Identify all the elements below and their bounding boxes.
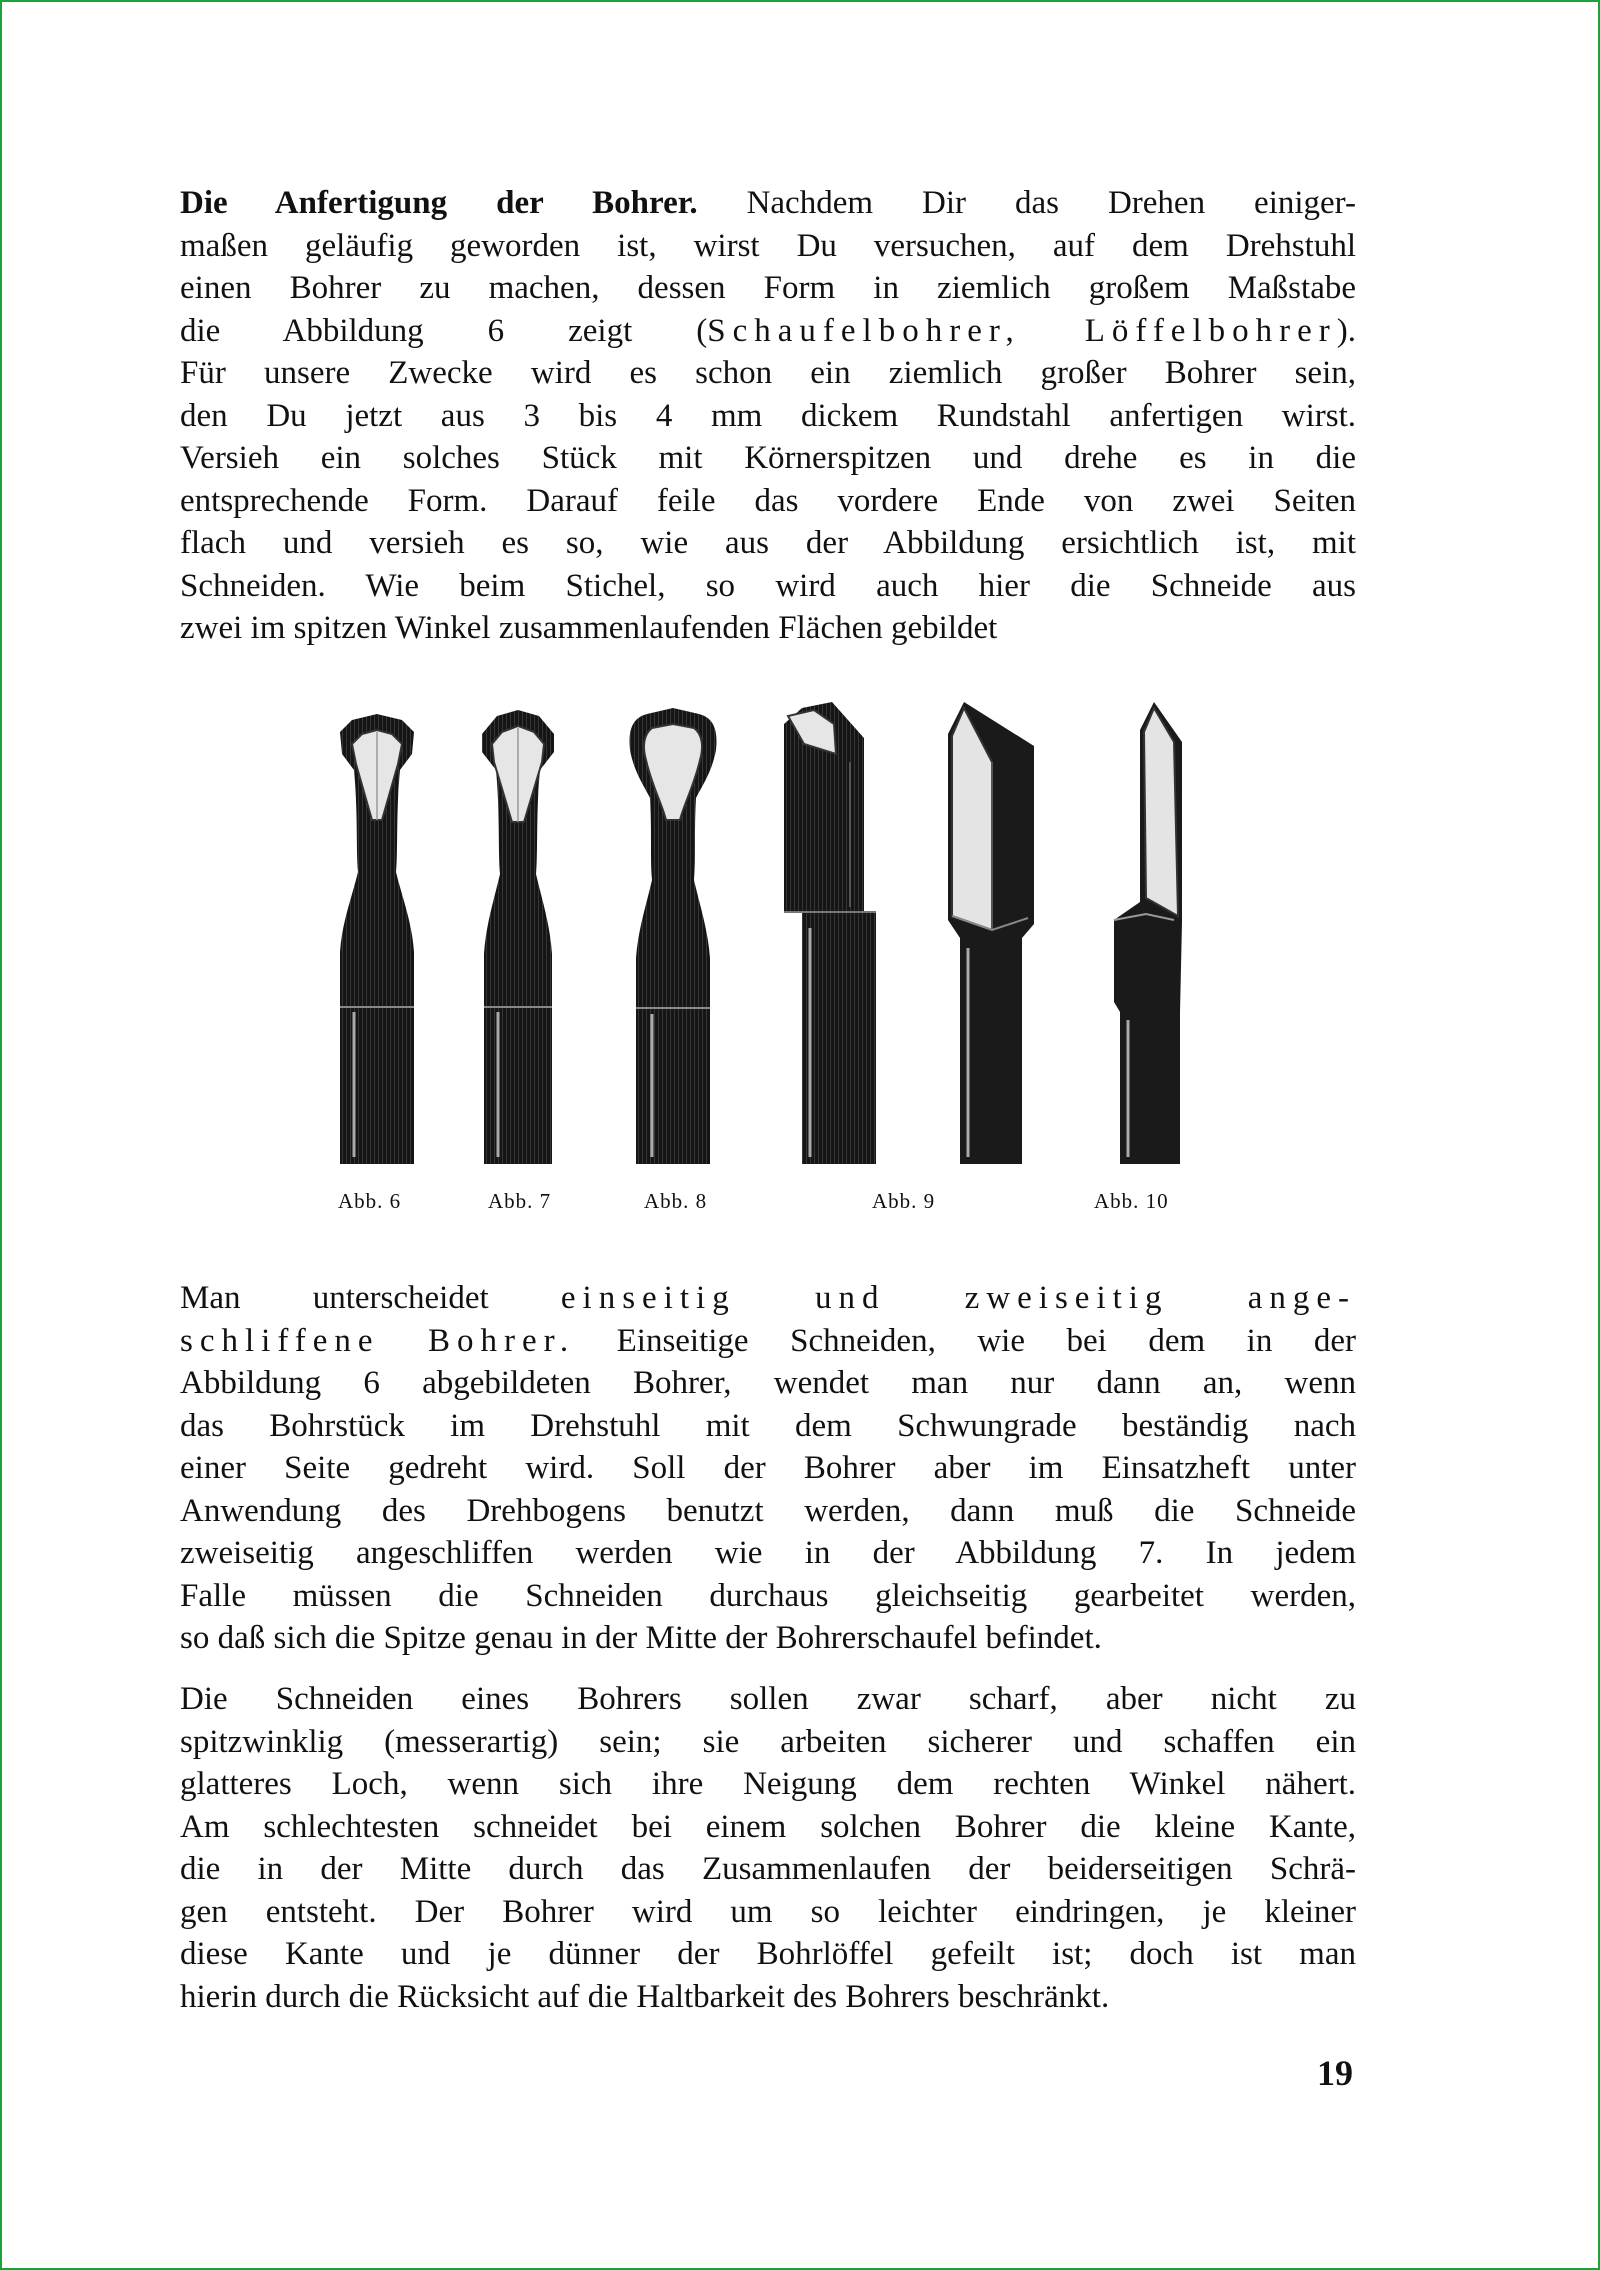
drill-bit-abb-6 xyxy=(340,714,414,1164)
drill-bit-abb-10-right xyxy=(1114,702,1182,1164)
text-line xyxy=(180,1678,1356,1721)
text-run: Nachdem Dir das Drehen einiger- xyxy=(697,185,1356,221)
text-run: zweiseitig angeschliffen werden wie in der Abbildung 7. In jedem xyxy=(180,1535,1356,1571)
text-run: so daß sich die Spitze genau in der Mitte der Bohrerschaufel befindet. xyxy=(180,1620,1102,1656)
text-run: Einseitige Schneiden, wie bei dem in der xyxy=(575,1322,1356,1359)
text-line xyxy=(180,1277,1356,1320)
caption-abb-8: Abb. 8 xyxy=(644,1189,708,1213)
text-line xyxy=(180,352,1356,395)
text-line xyxy=(180,1806,1356,1849)
text-run: glatteres Loch, wenn sich ihre Neigung dem rechten Winkel nähert. xyxy=(180,1766,1356,1802)
text-run: Die Schneiden eines Bohrers sollen zwar scharf, aber nicht zu xyxy=(180,1681,1356,1717)
text-line xyxy=(180,480,1356,523)
caption-abb-10: Abb. 10 xyxy=(1094,1189,1169,1213)
paragraph-one-two-sided xyxy=(180,1277,1356,1660)
drill-bits-figure xyxy=(302,702,1302,1222)
text-line xyxy=(180,607,1356,650)
text-run: die Abbildung 6 zeigt ( xyxy=(180,312,708,349)
text-line xyxy=(180,1490,1356,1533)
drill-bit-abb-9 xyxy=(784,702,876,1164)
text-line xyxy=(180,1320,1356,1363)
text-run: Falle müssen die Schneiden durchaus gleichseitig gearbeitet werden, xyxy=(180,1577,1356,1614)
caption-abb-7: Abb. 7 xyxy=(488,1189,552,1213)
text-line xyxy=(180,1362,1356,1405)
text-run: Abbildung 6 abgebildeten Bohrer, wendet man nur dann an, wenn xyxy=(180,1365,1356,1401)
text-run: das Bohrstück im Drehstuhl mit dem Schwungrade beständig nach xyxy=(180,1407,1356,1444)
text-line xyxy=(180,225,1356,268)
text-run xyxy=(1021,313,1085,349)
text-run: zwei im spitzen Winkel zusammenlaufenden Flächen gebildet xyxy=(180,610,998,646)
text-line xyxy=(180,1976,1356,2019)
paragraph-drill-making xyxy=(180,182,1356,650)
text-run: gen entsteht. Der Bohrer wird um so leichter eindringen, je kleiner xyxy=(180,1893,1356,1930)
text-line xyxy=(180,267,1356,310)
text-run: spitzwinklig (messerartig) sein; sie arbeiten sicherer und schaffen ein xyxy=(180,1723,1356,1760)
text-run: entsprechende Form. Darauf feile das vordere Ende von zwei Seiten xyxy=(180,482,1356,519)
emphasized-term: Schaufelbohrer, xyxy=(707,312,1021,349)
text-line xyxy=(180,1933,1356,1976)
text-run: die in der Mitte durch das Zusammenlaufen der beiderseitigen Schrä- xyxy=(180,1851,1356,1887)
text-run: Am schlechtesten schneidet bei einem solchen Bohrer die kleine Kante, xyxy=(180,1808,1356,1845)
emphasized-term: schliffene Bohrer. xyxy=(180,1322,576,1359)
text-line xyxy=(180,1532,1356,1575)
text-line xyxy=(180,522,1356,565)
text-line xyxy=(180,1405,1356,1448)
drill-bit-abb-10 xyxy=(948,702,1034,1164)
drill-bit-abb-7 xyxy=(482,710,554,1164)
text-run: flach und versieh es so, wie aus der Abbildung ersichtlich ist, mit xyxy=(180,525,1356,561)
text-run: Man unterscheidet xyxy=(180,1280,561,1316)
text-line xyxy=(180,1891,1356,1934)
drill-bits-illustration xyxy=(302,702,1302,1182)
text-line xyxy=(180,1721,1356,1764)
text-run: hierin durch die Rücksicht auf die Haltbarkeit des Bohrers beschränkt. xyxy=(180,1978,1110,2015)
text-line xyxy=(180,437,1356,480)
text-run: maßen geläufig geworden ist, wirst Du versuchen, auf dem Drehstuhl xyxy=(180,227,1356,264)
caption-abb-9: Abb. 9 xyxy=(872,1189,936,1213)
drill-bit-abb-8 xyxy=(630,708,717,1164)
text-run: einen Bohrer zu machen, dessen Form in ziemlich großem Maßstabe xyxy=(180,270,1356,306)
text-line xyxy=(180,1763,1356,1806)
text-line xyxy=(180,182,1356,225)
text-run: diese Kante und je dünner der Bohrlöffel gefeilt ist; doch ist man xyxy=(180,1936,1356,1972)
text-line xyxy=(180,565,1356,608)
emphasized-term: einseitig und zweiseitig ange- xyxy=(560,1280,1356,1316)
text-run: Schneiden. Wie beim Stichel, so wird auch hier die Schneide aus xyxy=(180,567,1356,604)
text-line xyxy=(180,1848,1356,1891)
text-run: Anwendung des Drehbogens benutzt werden, dann muß die Schneide xyxy=(180,1492,1356,1529)
page-number: 19 xyxy=(1317,2053,1353,2093)
text-line xyxy=(180,395,1356,438)
emphasized-term: Löffelbohrer xyxy=(1084,312,1337,349)
text-line xyxy=(180,1617,1356,1660)
section-heading: Die Anfertigung der Bohrer. xyxy=(180,185,698,221)
text-run: einer Seite gedreht wird. Soll der Bohrer aber im Einsatzheft unter xyxy=(180,1450,1356,1486)
text-line xyxy=(180,1575,1356,1618)
text-line xyxy=(180,310,1356,353)
text-run: Für unsere Zwecke wird es schon ein ziemlich großer Bohrer sein, xyxy=(180,355,1356,391)
caption-abb-6: Abb. 6 xyxy=(338,1189,402,1213)
text-run: ). xyxy=(1336,312,1356,349)
text-line xyxy=(180,1447,1356,1490)
text-run: den Du jetzt aus 3 bis 4 mm dickem Rundstahl anfertigen wirst. xyxy=(180,397,1356,434)
text-run: Versieh ein solches Stück mit Körnerspitzen und drehe es in die xyxy=(180,440,1356,476)
paragraph-cutting-edges xyxy=(180,1678,1356,2018)
